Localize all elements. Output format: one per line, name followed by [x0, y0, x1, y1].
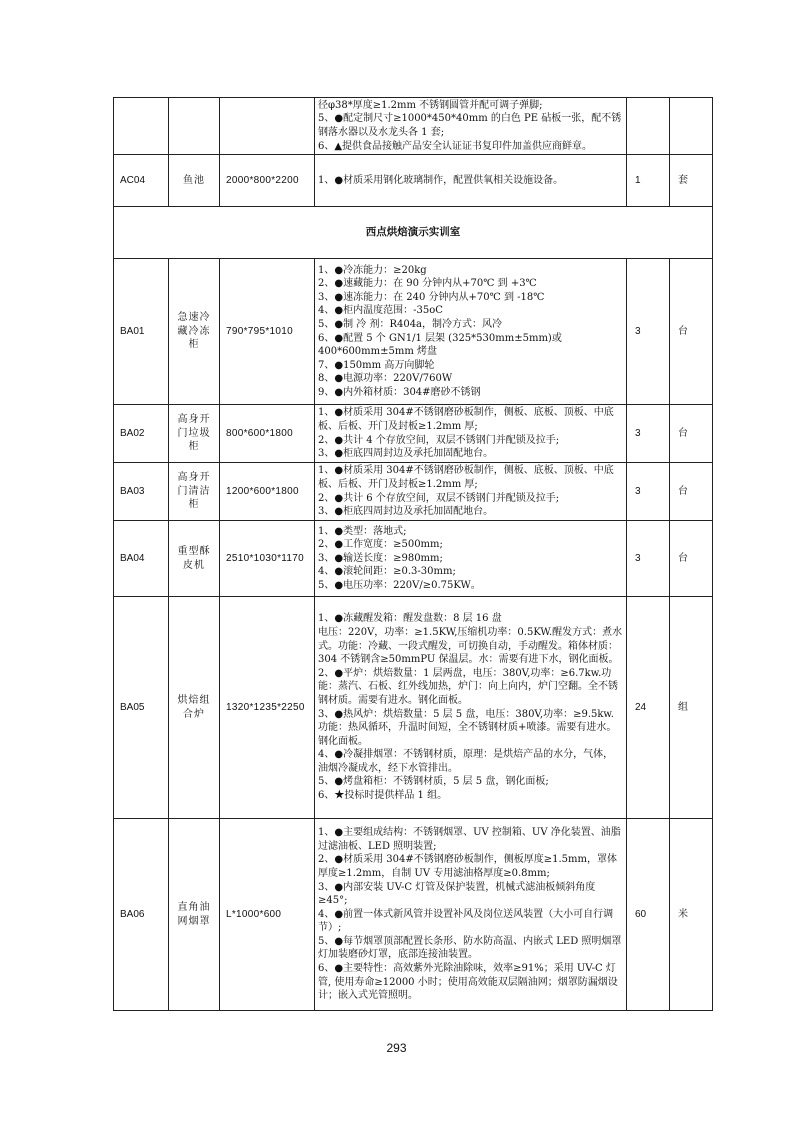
item-name: 烘焙组合炉: [169, 597, 220, 819]
item-name: 重型酥皮机: [169, 521, 220, 597]
item-qty: 1: [627, 155, 670, 207]
item-spec: 2510*1030*1170: [220, 521, 315, 597]
item-name: 鱼池: [169, 155, 220, 207]
table-row-ba04: [114, 521, 713, 597]
item-unit: 台: [670, 405, 713, 463]
table-row-ba05: [114, 597, 713, 819]
item-description: [315, 463, 627, 521]
cell-spec: [220, 98, 315, 155]
desc-line: 1、●主要组成结构：不锈钢烟罩、UV 控制箱、UV 净化装置、油脂过滤油板、LED 照明装置;: [318, 827, 621, 852]
section-header-row: [114, 207, 713, 259]
desc-line: 2、●材质采用 304#不锈钢磨砂板制作，侧板厚度≥1.5mm，罩体厚度≥1.2mm，自制 UV 专用滤油格厚度≥0.8mm;: [318, 854, 617, 879]
desc-line: 2、●工作宽度：≥500mm;: [318, 539, 443, 551]
desc-line: 3、●内部安装 UV-C 灯管及保护装置，机械式滤油板倾斜角度≥45°;: [318, 881, 596, 907]
item-spec: 1320*1235*2250: [220, 597, 315, 819]
item-code: BA01: [114, 259, 169, 405]
item-name: 急速冷藏冷冻柜: [169, 259, 220, 405]
desc-line: 6、★投标时提供样品 1 组。: [318, 790, 448, 802]
table-row-ba03: [114, 463, 713, 521]
desc-line: 4、●前置一体式新风管并设置补风及岗位送风装置（大小可自行调节）;: [318, 908, 614, 934]
table-row-ac04: [114, 155, 713, 207]
desc-line: 1、●类型：落地式;: [318, 525, 407, 537]
item-code: BA03: [114, 463, 169, 521]
item-description: [315, 259, 627, 405]
desc-line: 5、●每节烟罩顶部配置长条形、防水防高温、内嵌式 LED 照明烟罩灯加装磨砂灯罩，底部连接油装置。: [318, 935, 622, 961]
item-qty: 3: [627, 405, 670, 463]
desc-line: 1、●材质采用 304#不锈钢磨砂板制作，侧板、底板、顶板、中底板、后板、开门及封板≥1.2mm 厚;: [318, 465, 614, 490]
item-code: BA02: [114, 405, 169, 463]
desc-line: 5、●制 冷 剂：R404a，制冷方式：风冷: [318, 318, 503, 330]
desc-line: 5、●烤盘箱柜：不锈钢材质，5 层 5 盘，钢化面板;: [318, 776, 549, 788]
item-description: [315, 405, 627, 463]
desc-line: 2、●平炉：烘焙数量：1 层两盘，电压：380V,功率：≥6.7kw.功能：蒸汽、石板、红外线加热，炉门：向上向内，炉门空翻。全不锈钢材质。需要有进水。钢化面板。: [318, 667, 618, 706]
item-unit: 米: [670, 819, 713, 1011]
item-qty: 3: [627, 259, 670, 405]
item-unit: 台: [670, 463, 713, 521]
item-description: [315, 819, 627, 1011]
desc-line: 1、●材质采用钢化玻璃制作，配置供氧相关设施设备。: [318, 174, 564, 186]
desc-line: 2、●共计 6 个存放空间，双层不锈钢门并配锁及拉手;: [318, 492, 560, 504]
desc-line: 2、●速藏能力：在 90 分钟内从+70℃ 到 +3℃: [318, 278, 537, 290]
desc-line: 9、●内外箱材质：304#磨砂不锈钢: [318, 386, 481, 398]
desc-line: 6、●配置 5 个 GN1/1 层架 (325*530mm±5mm)或 400*600mm±5mm 烤盘: [318, 332, 562, 358]
desc-line: 3、●柜底四周封边及承托加固配地台。: [318, 448, 494, 460]
desc-line: 电压：220V，功率：≥1.5KW,压缩机功率：0.5KW.醒发方式：煮水式。功能：冷藏、一段式醒发，可切换自动，手动醒发。箱体材质：304 不锈钢含≥50mmPU 保温层。水：需要有进下水，钢化面板。: [318, 626, 623, 666]
item-spec: 800*600*1800: [220, 405, 315, 463]
item-name: 直角油网烟罩: [169, 819, 220, 1011]
item-qty: 60: [627, 819, 670, 1011]
item-name: 高身开门清洁柜: [169, 463, 220, 521]
desc-line: 3、●速冻能力：在 240 分钟内从+70℃ 到 -18℃: [318, 291, 545, 303]
item-code: BA04: [114, 521, 169, 597]
cell-description: [315, 98, 627, 155]
item-description: [315, 521, 627, 597]
item-qty: 24: [627, 597, 670, 819]
desc-line: 4、●冷凝排烟罩：不锈钢材质，原理：是烘焙产品的水分，气体，油烟冷凝成水，经下水管排出。: [318, 749, 614, 774]
item-qty: 3: [627, 463, 670, 521]
desc-line: 3、●柜底四周封边及承托加固配地台。: [318, 506, 494, 518]
item-spec: 1200*600*1800: [220, 463, 315, 521]
cell-code: [114, 98, 169, 155]
table-row-continuation: [114, 98, 713, 155]
desc-line: 1、●材质采用 304#不锈钢磨砂板制作，侧板、底板、顶板、中底板、后板、开门及封板≥1.2mm 厚;: [318, 407, 614, 432]
desc-line: 3、●热风炉：烘焙数量：5 层 5 盘，电压：380V,功率：≥9.5kw.功能：热风循环，升温时间短，全不锈钢材质+喷漆。需要有进水。钢化面板。: [318, 708, 617, 747]
item-unit: 组: [670, 597, 713, 819]
item-spec: 2000*800*2200: [220, 155, 315, 207]
item-unit: 台: [670, 521, 713, 597]
desc-line: 4、●柜内温度范围：-35oC: [318, 305, 443, 317]
item-spec: L*1000*600: [220, 819, 315, 1011]
section-title: 西点烘焙演示实训室: [114, 207, 713, 259]
equipment-spec-table: [113, 97, 713, 1011]
cell-name: [169, 98, 220, 155]
item-qty: 3: [627, 521, 670, 597]
item-name: 高身开门垃圾柜: [169, 405, 220, 463]
desc-line: 2、●共计 4 个存放空间，双层不锈钢门并配锁及拉手;: [318, 434, 560, 446]
item-description: [315, 155, 627, 207]
item-code: BA06: [114, 819, 169, 1011]
desc-line: 径φ38*厚度≥1.2mm 不锈钢圆管并配可调子弹脚;: [318, 99, 543, 111]
table-row-ba06: [114, 819, 713, 1011]
desc-line: 8、●电源功率：220V/760W: [318, 373, 453, 385]
item-spec: 790*795*1010: [220, 259, 315, 405]
desc-line: 4、●滚轮间距：≥0.3-30mm;: [318, 566, 456, 578]
page-number: 293: [386, 1041, 407, 1055]
item-code: BA05: [114, 597, 169, 819]
table-row-ba02: [114, 405, 713, 463]
desc-line: 1、●冻藏醒发箱：醒发盘数：8 层 16 盘: [318, 613, 502, 625]
item-description: [315, 597, 627, 819]
item-unit: 套: [670, 155, 713, 207]
desc-line: 3、●输送长度：≥980mm;: [318, 552, 443, 564]
table-row-ba01: [114, 259, 713, 405]
cell-qty: [627, 98, 670, 155]
item-code: AC04: [114, 155, 169, 207]
desc-line: 7、●150mm 高万向脚轮: [318, 359, 435, 371]
cell-unit: [670, 98, 713, 155]
desc-line: 5、●配定制尺寸≥1000*450*40mm 的白色 PE 砧板一张，配不锈钢落水器以及水龙头各 1 套;: [318, 113, 622, 138]
item-unit: 台: [670, 259, 713, 405]
spec-table-container: [113, 97, 712, 1011]
desc-line: 6、▲提供食品接触产品安全认证证书复印件加盖供应商鲜章。: [318, 140, 593, 152]
desc-line: 6、●主要特性：高效紫外光除油除味，效率≥91%；采用 UV-C 灯管, 使用寿命≥12000 小时；使用高效能双层隔油网；烟罩防漏烟设计；嵌入式光管照明。: [318, 963, 618, 1002]
desc-line: 1、●冷冻能力：≥20kg: [318, 264, 427, 276]
desc-line: 5、●电压功率：220V/≥0.75KW。: [318, 579, 481, 591]
